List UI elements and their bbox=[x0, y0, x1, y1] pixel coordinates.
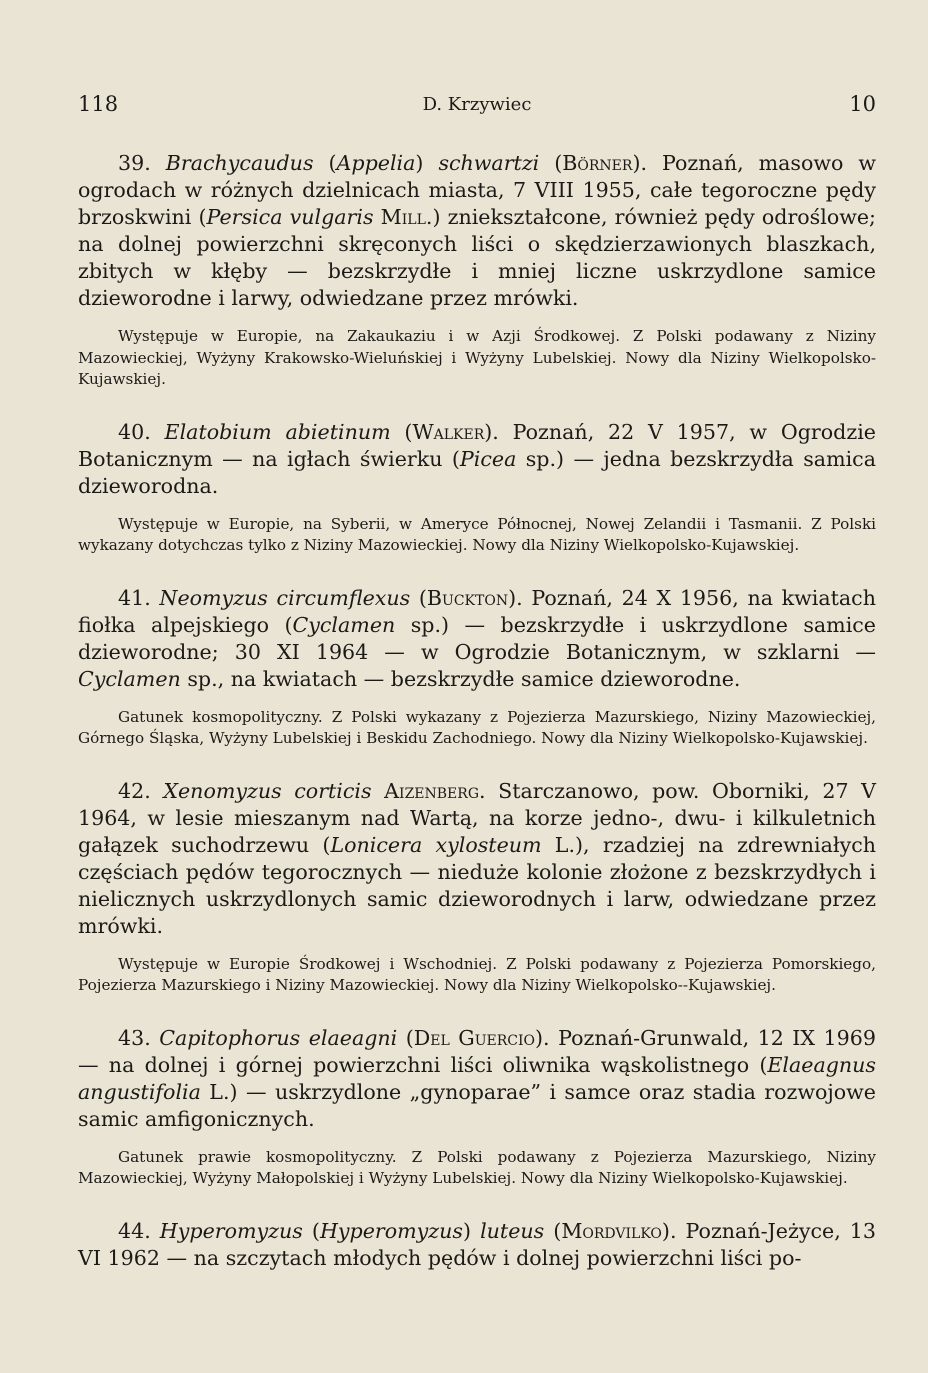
distribution-note-41: Gatunek kosmopolityczny. Z Polski wykazany z Pojezierza Mazurskiego, Niziny Mazowieckiej, Górnego Śląska, Wyżyny Lubelskiej i Beskidu Zachodniego. Nowy dla Niziny Wielkopolsko-Kujawskiej. bbox=[78, 707, 876, 747]
species-entry-43 bbox=[78, 1025, 876, 1133]
text-fragment bbox=[372, 779, 385, 803]
page-body bbox=[78, 150, 876, 1272]
species-name: Xenomyzus corticis bbox=[163, 778, 372, 803]
species-entry-40 bbox=[78, 419, 876, 500]
text-fragment: ( bbox=[539, 151, 563, 175]
species-name: Neomyzus circumflexus bbox=[159, 585, 411, 610]
subgenus-name: Hyperomyzus bbox=[319, 1218, 463, 1243]
species-entry-41 bbox=[78, 585, 876, 693]
text-fragment: ( bbox=[410, 585, 427, 610]
text-fragment: ). Poznań, 22 V 1957, w Ogrodzie Botanicznym — na igłach świerku ( bbox=[78, 419, 876, 471]
volume-number: 10 bbox=[849, 92, 876, 116]
running-header bbox=[78, 92, 876, 122]
running-title: D. Krzywiec bbox=[422, 94, 532, 115]
species-entry-44 bbox=[78, 1218, 876, 1272]
entry-number: 42. bbox=[118, 778, 164, 803]
species-entry-42 bbox=[78, 778, 876, 940]
text-fragment: ( bbox=[397, 1025, 414, 1050]
text-fragment: ) bbox=[415, 151, 439, 175]
species-author: Walker bbox=[412, 419, 485, 444]
host-plant-name: Cyclamen bbox=[78, 666, 181, 691]
host-plant-name: Picea bbox=[459, 446, 517, 471]
species-name: Brachycaudus bbox=[165, 151, 314, 175]
text-fragment: ) zniekształcone, również pędy odroślowe; na dolnej powierzchni skręconych liści o skędzierzawionych blaszkach, zbitych w kłęby — bezskrzydłe i mniej liczne uskrzydlone samice dzieworodne i larwy, odwiedzane przez mrówki. bbox=[78, 205, 876, 310]
species-epithet: schwartzi bbox=[438, 151, 540, 175]
species-author: Buckton bbox=[426, 585, 509, 610]
host-author: Mill. bbox=[380, 205, 433, 229]
text-fragment: . Starczanowo, pow. Oborniki, 27 V 1964, w lesie mieszanym nad Wartą, na korze jedno-, dwu- i kilkuletnich gałązek suchodrzewu ( bbox=[78, 778, 876, 857]
entry-number: 43. bbox=[118, 1025, 160, 1050]
species-name: Capitophorus elaeagni bbox=[159, 1025, 398, 1050]
text-fragment: ). Poznań-Jeżyce, 13 VI 1962 — na szczytach młodych pędów i dolnej powierzchni liści po- bbox=[78, 1218, 876, 1270]
text-fragment: sp.) — jedna bezskrzydła samica dzieworodna. bbox=[78, 446, 876, 498]
entry-number: 41. bbox=[118, 585, 160, 610]
species-epithet: luteus bbox=[480, 1218, 545, 1243]
text-fragment: ). Poznań, masowo w ogrodach w różnych dzielnicach miasta, 7 VIII 1955, całe tegoroczne pędy brzoskwini ( bbox=[78, 151, 876, 229]
distribution-note-40: Występuje w Europie, na Syberii, w Ameryce Północnej, Nowej Zelandii i Tasmanii. Z Polski wykazany dotychczas tylko z Niziny Mazowieckiej. Nowy dla Niziny Wielkopolsko-Kujawskiej. bbox=[78, 514, 876, 554]
text-fragment: ). Poznań-Grunwald, 12 IX 1969 — na dolnej i górnej powierzchni liści oliwnika wąskolistnego ( bbox=[78, 1025, 876, 1077]
distribution-note-39: Występuje w Europie, na Zakaukaziu i w Azji Środkowej. Z Polski podawany z Niziny Mazowieckiej, Wyżyny Krakowsko-Wieluńskiej i Wyżyny Lubelskiej. Nowy dla Niziny Wielkopolsko-Kujawskiej. bbox=[78, 327, 876, 388]
host-plant-name: Cyclamen bbox=[292, 612, 396, 637]
species-author: Del Guercio bbox=[413, 1025, 536, 1050]
text-fragment: sp., na kwiatach — bezskrzydłe samice dzieworodne. bbox=[180, 666, 741, 691]
host-plant-name: Lonicera xylosteum bbox=[330, 832, 542, 857]
text-fragment: ( bbox=[390, 419, 413, 444]
distribution-note-43: Gatunek prawie kosmopolityczny. Z Polski podawany z Pojezierza Mazurskiego, Niziny Mazowieckiej, Wyżyny Małopolskiej i Wyżyny Lubelskiej. Nowy dla Niziny Wielkopolsko-Kujawskiej. bbox=[78, 1147, 876, 1187]
entry-number: 44. bbox=[118, 1218, 160, 1243]
text-fragment: L.), rzadziej na zdrewniałych częściach pędów tegorocznych — nieduże kolonie złożone z bezskrzydłych i nielicznych uskrzydlonych samic dzieworodnych i larw, odwiedzane przez mrówki. bbox=[78, 832, 876, 938]
text-fragment: ). Poznań, 24 X 1956, na kwiatach fiołka alpejskiego ( bbox=[78, 585, 876, 637]
text-fragment: ( bbox=[313, 151, 337, 175]
text-fragment: ) bbox=[463, 1218, 481, 1243]
species-author: Aizenberg bbox=[384, 778, 480, 803]
text-fragment bbox=[374, 205, 381, 229]
species-author: Börner bbox=[562, 151, 633, 175]
species-entry-39 bbox=[78, 150, 876, 312]
text-fragment: ( bbox=[544, 1218, 562, 1243]
page-number: 118 bbox=[78, 92, 119, 116]
species-name: Hyperomyzus bbox=[159, 1218, 303, 1243]
species-author: Mordvilko bbox=[561, 1218, 662, 1243]
host-plant-name: Persica vulgaris bbox=[206, 205, 374, 229]
distribution-note-42: Występuje w Europie Środkowej i Wschodniej. Z Polski podawany z Pojezierza Pomorskiego, Pojezierza Mazurskiego i Niziny Mazowieckiej. Nowy dla Niziny Wielkopolsko--Kujawskiej. bbox=[78, 954, 876, 994]
text-fragment: sp.) — bezskrzydłe i uskrzydlone samice dzieworodne; 30 XI 1964 — w Ogrodzie Botanicznym, w szklarni — bbox=[78, 612, 876, 664]
entry-number: 39. bbox=[118, 151, 166, 175]
subgenus-name: Appelia bbox=[336, 151, 416, 175]
text-fragment: L.) — uskrzydlone „gynoparae” i samce oraz stadia rozwojowe samic amfigonicznych. bbox=[78, 1079, 876, 1131]
host-plant-name: Elaeagnus angustifolia bbox=[78, 1052, 876, 1104]
entry-number: 40. bbox=[118, 419, 165, 444]
text-fragment: ( bbox=[302, 1218, 320, 1243]
species-name: Elatobium abietinum bbox=[164, 419, 391, 444]
